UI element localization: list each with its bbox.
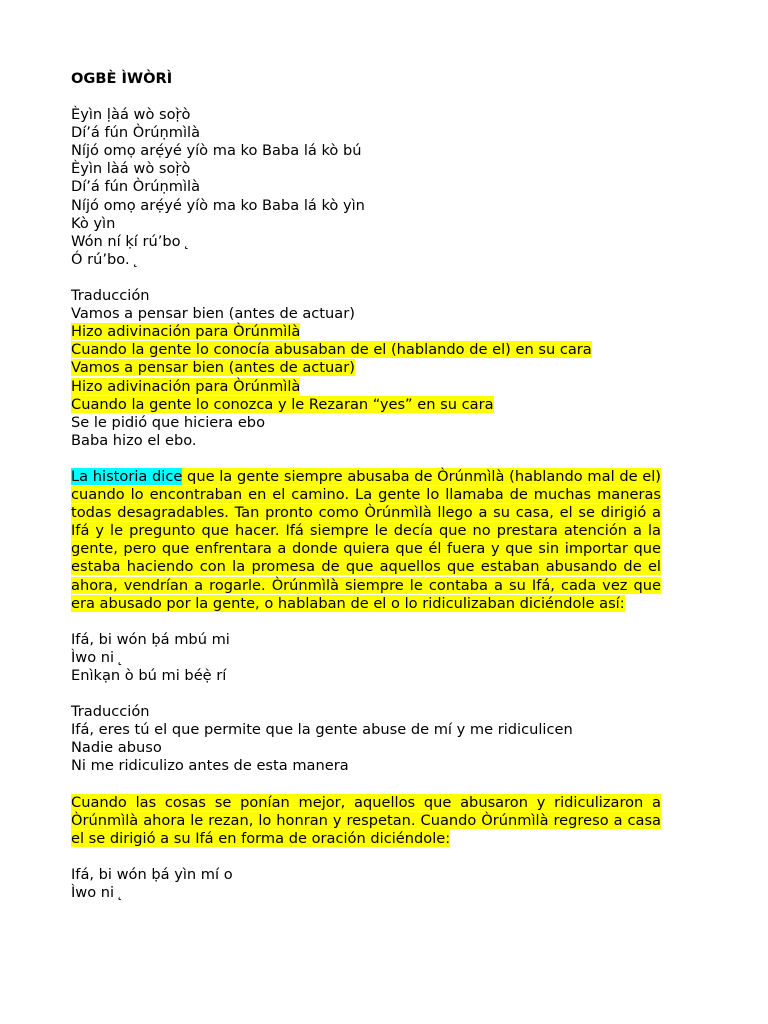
translation-heading: Traducción [71, 703, 150, 721]
translation-line: Vamos a pensar bien (antes de actuar) [71, 305, 355, 323]
verse-line: Ifá, bi wón ḅá mbú mi [71, 630, 230, 648]
verse-line: Ìwo ni ̨ [71, 648, 124, 666]
translation-line-highlighted: Cuando la gente lo conozca y le Rezaran “yes” en su cara [71, 395, 494, 413]
verse-line: Enìkạn ò bú mi béẹ̀ rí [71, 667, 227, 684]
translation-line-highlighted: Cuando la gente lo conocía abusaban de el (hablando de el) en su cara [71, 341, 592, 359]
verse-line: Kò yìn [71, 214, 116, 232]
blank-line [71, 685, 661, 703]
translation-line-highlighted: Vamos a pensar bien (antes de actuar) [71, 359, 355, 377]
story-text-highlighted: que la gente siempre abusaba de Òrúnmìlà (hablando mal de el) cuando lo encontraban en el camino. La gente lo llamaba de muchas maneras todas desagradables. Tan pronto como Òrúnmìlà llego a su casa, el se dirigió a Ifá y le pregunto que hacer. Ifá siempre le decía que no prestara atención a la gente, pero que enfrentara a donde quiera que él fuera y que sin importar que estaba haciendo con la promesa de que aquellos que estaban abusando de el ahora, vendrían a rogarle. Òrúnmìlà siempre le contaba a su Ifá, cada vez que era abusado por la gente, o hablaban de el o lo ridiculizaban diciéndole así: [71, 467, 661, 612]
blank-line [71, 269, 661, 287]
translation-line: Nadie abuso [71, 739, 162, 757]
verse-line: Ifá, bi wón ḅá yìn mí o [71, 866, 233, 884]
translation-block-2 [71, 703, 661, 775]
verse-block-2 [71, 631, 661, 685]
verse-line: Ìwo ni ̨ [71, 884, 124, 902]
blank-line [71, 776, 661, 794]
verse-line: Èyìn ḷàá wò soṛ̀ò [71, 106, 191, 124]
blank-line [71, 848, 661, 866]
document-title: OGBÈ ÌWÒRÌ [71, 70, 173, 87]
blank-line [71, 613, 661, 631]
verse-line: Níjó omọ arẹ́yé yíò ma ko Baba lá kò yìn [71, 196, 365, 214]
story-paragraph-1 [71, 468, 661, 613]
verse-block-3 [71, 866, 661, 902]
verse-line: Ó rú’bo. ̨ [71, 250, 139, 268]
story-paragraph-2 [71, 794, 661, 848]
translation-line-highlighted: Hizo adivinación para Òrúnmìlà [71, 323, 301, 341]
verse-block-1 [71, 106, 661, 269]
translation-line: Baba hizo el ebo. [71, 431, 197, 449]
verse-line: Wón ní ḳí rú’bo ̨ [71, 232, 190, 250]
blank-line [71, 450, 661, 468]
verse-line: Dí’á fún Òrúṇmìlà [71, 124, 201, 142]
translation-line: Ifá, eres tú el que permite que la gente abuse de mí y me ridiculicen [71, 721, 573, 739]
translation-line-highlighted: Hizo adivinación para Òrúnmìlà [71, 377, 301, 395]
story-lead-highlighted: La historia dice [71, 467, 183, 485]
translation-block-1 [71, 287, 661, 450]
story-text-highlighted: Cuando las cosas se ponían mejor, aquellos que abusaron y ridiculizaron a Òrúnmìlà ahora le rezan, lo honran y respetan. Cuando Òrúnmìlà regreso a casa el se dirigió a su Ifá en forma de oración diciéndole: [71, 793, 661, 847]
translation-line: Ni me ridiculizo antes de esta manera [71, 757, 349, 775]
translation-heading: Traducción [71, 287, 150, 305]
verse-line: Níjó omọ arẹ́yé yíò ma ko Baba lá kò bú [71, 142, 362, 160]
verse-line: Dí’á fún Òrúṇmìlà [71, 178, 201, 196]
verse-line: Èyìn làá wò soṛ̀ò [71, 160, 191, 178]
document-body [71, 70, 661, 902]
translation-line: Se le pidió que hiciera ebo [71, 413, 266, 431]
